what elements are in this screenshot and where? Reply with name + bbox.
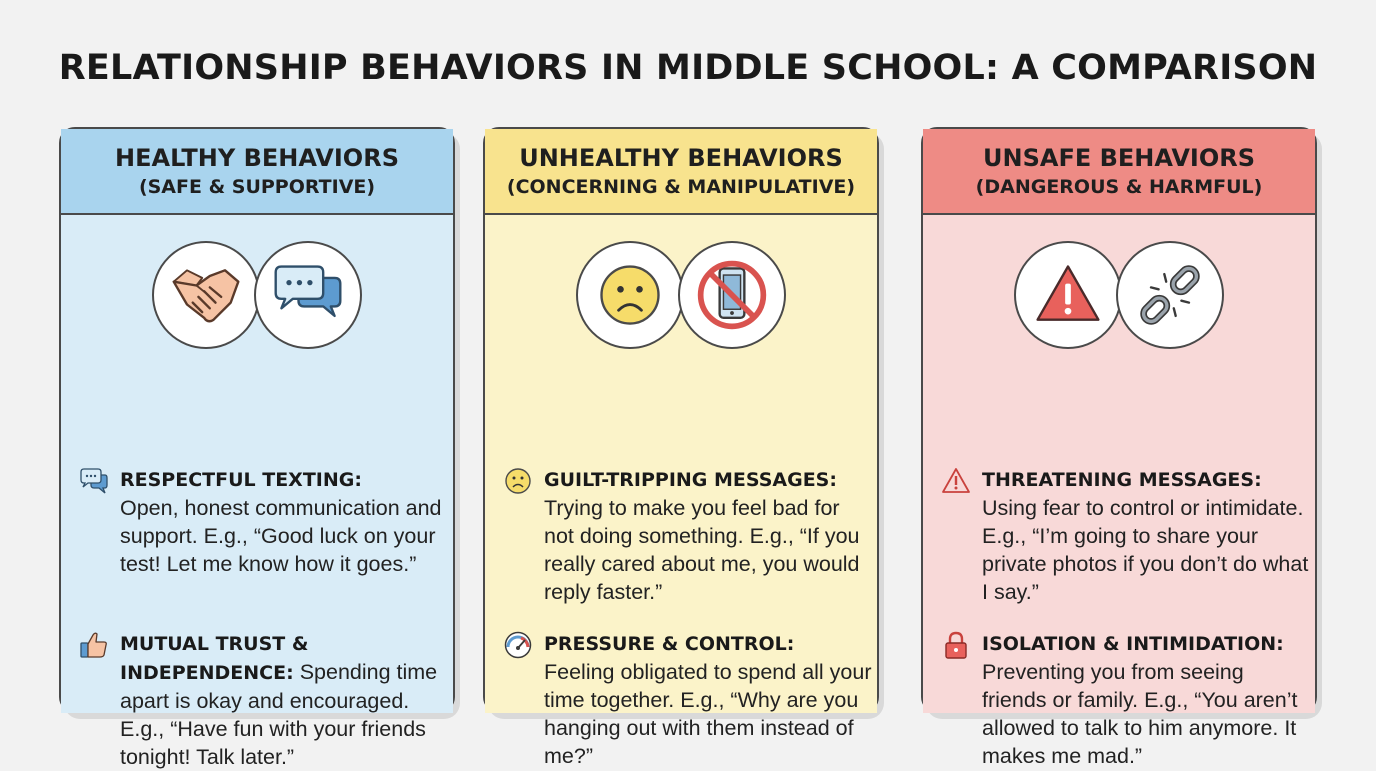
unsafe-card-body [923,215,1315,768]
unhealthy-card-title: UNHEALTHY BEHAVIORS [519,144,843,172]
unhealthy-card-header [485,129,877,215]
item-label: RESPECTFUL TEXTING: [120,469,362,491]
item-description: Spending time apart is okay and encouraged. E.g., “Have fun with your friends tonight! Talk later.” [120,660,438,769]
page-title: RELATIONSHIP BEHAVIORS IN MIDDLE SCHOOL: A COMPARISON [58,48,1318,88]
healthy-card [59,127,455,769]
item-label: PRESSURE & CONTROL: [544,633,795,655]
unsafe-item-threatening-messages [941,465,1311,606]
unhealthy-icon-row [485,241,877,351]
chat-bubbles-icon [254,241,362,349]
unhealthy-card-body [485,215,877,768]
item-label: THREATENING MESSAGES: [982,469,1262,491]
thumbs-up-icon [79,630,109,660]
warning-icon [1014,241,1122,349]
lock-icon [941,630,971,660]
sad-face-icon [503,466,533,496]
item-label: MUTUAL TRUST & INDEPENDENCE: [120,633,309,684]
warning-icon [941,466,971,496]
healthy-card-title: HEALTHY BEHAVIORS [115,144,399,172]
item-description: Preventing you from seeing friends or family. E.g., “You aren’t allowed to talk to him anymore. It makes me mad.” [982,660,1298,768]
healthy-card-subtitle: (SAFE & SUPPORTIVE) [138,176,376,198]
unhealthy-item-pressure-control [503,629,873,770]
item-description: Using fear to control or intimidate. E.g., “I’m going to share your private photos if you don’t do what I say.” [982,496,1309,604]
gauge-icon [503,630,533,660]
unsafe-icon-row [923,241,1315,351]
item-label: GUILT-TRIPPING MESSAGES: [544,469,837,491]
unsafe-card-header [923,129,1315,215]
sad-face-icon [576,241,684,349]
healthy-item-respectful-texting [79,465,449,578]
handshake-icon [152,241,260,349]
chat-bubbles-icon [79,466,109,496]
healthy-card-header [61,129,453,215]
unsafe-card-title: UNSAFE BEHAVIORS [983,144,1255,172]
item-description: Open, honest communication and support. E.g., “Good luck on your test! Let me know how it goes.” [120,496,442,576]
healthy-item-mutual-trust [79,629,449,771]
broken-chain-icon [1116,241,1224,349]
item-label: ISOLATION & INTIMIDATION: [982,633,1284,655]
unsafe-card-subtitle: (DANGEROUS & HARMFUL) [975,176,1263,198]
healthy-icon-row [61,241,453,351]
unhealthy-item-guilt-tripping [503,465,873,606]
unhealthy-card [483,127,879,768]
item-description: Trying to make you feel bad for not doing something. E.g., “If you really cared about me, you would reply faster.” [544,496,860,604]
unsafe-item-isolation [941,629,1311,770]
unhealthy-card-subtitle: (CONCERNING & MANIPULATIVE) [506,176,856,198]
no-phone-icon [678,241,786,349]
healthy-card-body [61,215,453,769]
item-description: Feeling obligated to spend all your time together. E.g., “Why are you hanging out with them instead of me?” [544,660,872,768]
unsafe-card [921,127,1317,768]
